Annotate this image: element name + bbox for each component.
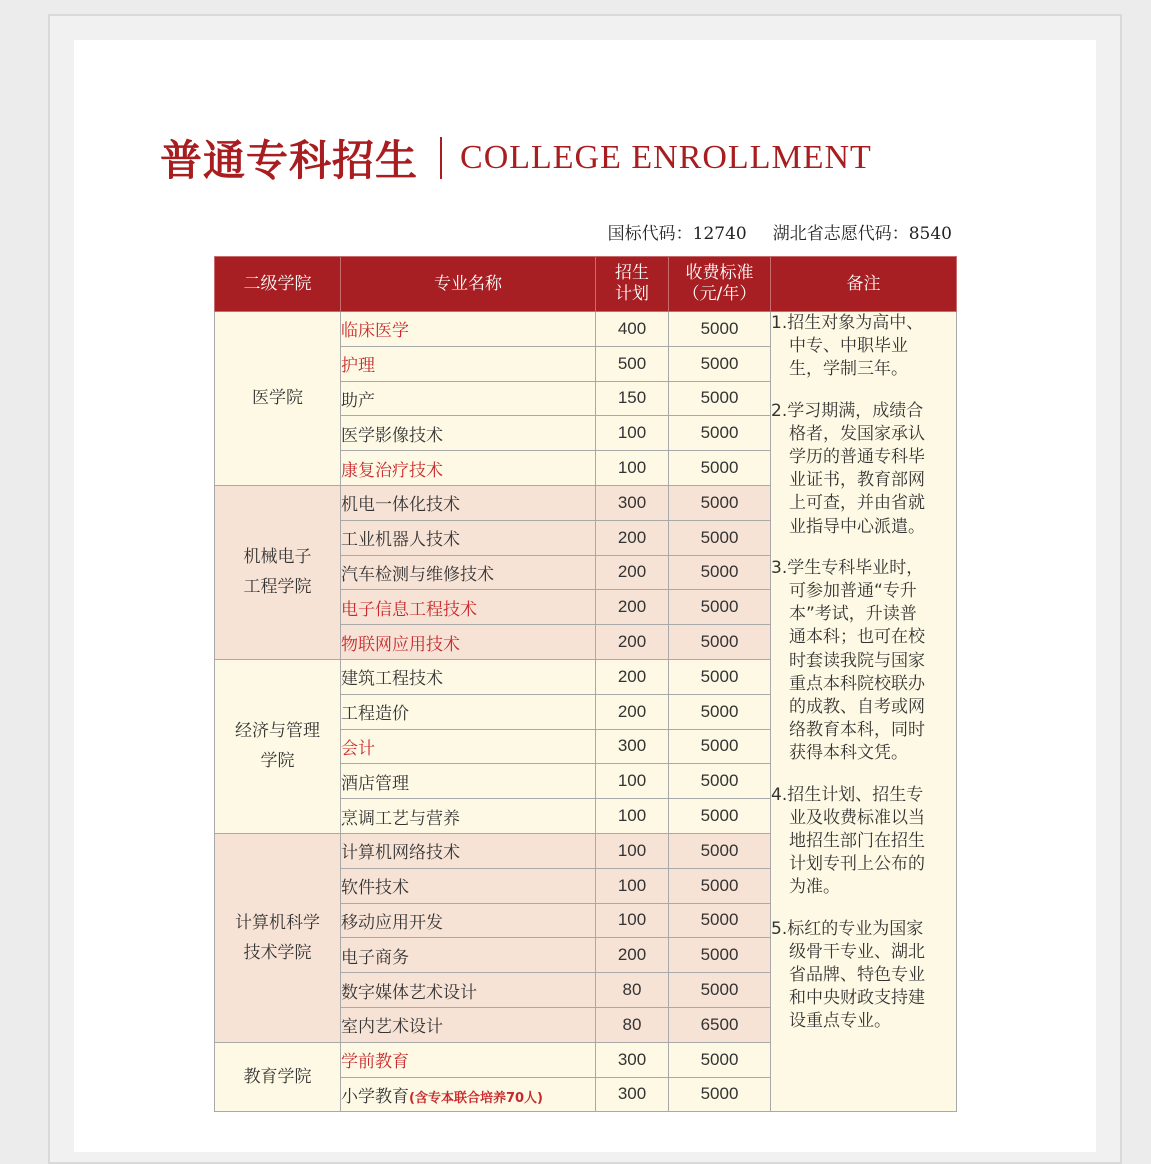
table-header-row <box>215 257 957 312</box>
page-title <box>160 128 872 188</box>
major-name: 临床医学 <box>341 321 409 342</box>
fee-cell: 5000 <box>669 451 771 486</box>
major-cell <box>341 381 596 416</box>
table-body <box>215 312 957 1112</box>
major-name: 烹调工艺与营养 <box>341 808 460 829</box>
remark-line: 和中央财政支持建 <box>789 988 925 1009</box>
header-fee-line: （元/年） <box>682 284 757 304</box>
remark-line: 业及收费标准以当 <box>789 807 925 828</box>
remark-line: 中专、中职毕业 <box>789 336 908 357</box>
fee-cell: 5000 <box>669 625 771 660</box>
plan-cell: 200 <box>596 659 669 694</box>
college-cell <box>215 312 341 486</box>
table-row <box>215 312 957 347</box>
remark-item <box>771 784 956 900</box>
remark-line: 本”考试，升读普 <box>789 604 917 625</box>
major-cell <box>341 973 596 1008</box>
major-cell <box>341 346 596 381</box>
remark-line: 上可查，并由省就 <box>789 493 925 514</box>
plan-cell: 300 <box>596 1077 669 1112</box>
header-remarks: 备注 <box>771 257 957 312</box>
college-name-line: 工程学院 <box>243 577 312 598</box>
provincial-code: 湖北省志愿代码：8540 <box>772 224 952 244</box>
remark-line: 计划专刊上公布的 <box>789 854 925 875</box>
college-name-line: 教育学院 <box>243 1067 312 1088</box>
header-major: 专业名称 <box>341 257 596 312</box>
plan-cell: 400 <box>596 312 669 347</box>
plan-cell: 150 <box>596 381 669 416</box>
major-cell <box>341 833 596 868</box>
header-fee <box>669 257 771 312</box>
major-name: 会计 <box>341 738 375 759</box>
major-note: (含专本联合培养70人) <box>409 1090 543 1106</box>
major-name: 机电一体化技术 <box>341 495 460 516</box>
remark-item <box>771 400 956 539</box>
remark-line: 设重点专业。 <box>789 1011 891 1032</box>
major-name: 软件技术 <box>341 878 409 899</box>
major-cell <box>341 451 596 486</box>
major-cell <box>341 555 596 590</box>
major-cell <box>341 764 596 799</box>
remark-line: 重点本科院校联办 <box>789 673 925 694</box>
major-cell <box>341 694 596 729</box>
major-cell <box>341 1007 596 1042</box>
major-name: 医学影像技术 <box>341 425 443 446</box>
plan-cell: 500 <box>596 346 669 381</box>
college-cell <box>215 1042 341 1112</box>
fee-cell: 5000 <box>669 868 771 903</box>
fee-cell: 5000 <box>669 381 771 416</box>
remark-line: 为准。 <box>789 877 840 898</box>
remark-line: 5.标红的专业为国家 <box>771 918 924 939</box>
remark-line: 4.招生计划、招生专 <box>771 784 924 805</box>
remark-line: 业指导中心派遣。 <box>789 516 925 537</box>
fee-cell: 5000 <box>669 590 771 625</box>
major-cell <box>341 312 596 347</box>
remark-line: 地招生部门在招生 <box>789 831 925 852</box>
plan-cell: 100 <box>596 451 669 486</box>
college-cell <box>215 485 341 659</box>
header-fee-line: 收费标准 <box>685 263 754 283</box>
plan-cell: 300 <box>596 729 669 764</box>
major-name: 酒店管理 <box>341 773 409 794</box>
fee-cell: 5000 <box>669 973 771 1008</box>
major-name: 电子信息工程技术 <box>341 599 477 620</box>
major-cell <box>341 625 596 660</box>
remark-line: 生，学制三年。 <box>789 359 908 380</box>
fee-cell: 5000 <box>669 729 771 764</box>
major-name: 助产 <box>341 390 375 411</box>
plan-cell: 300 <box>596 485 669 520</box>
fee-cell: 5000 <box>669 833 771 868</box>
major-name: 汽车检测与维修技术 <box>341 564 494 585</box>
fee-cell: 5000 <box>669 764 771 799</box>
plan-cell: 100 <box>596 868 669 903</box>
major-name: 护理 <box>341 356 375 377</box>
major-name: 康复治疗技术 <box>341 460 443 481</box>
remark-line: 的成教、自考或网 <box>789 697 925 718</box>
plan-cell: 200 <box>596 590 669 625</box>
major-name: 数字媒体艺术设计 <box>341 982 477 1003</box>
college-name-line: 医学院 <box>252 388 303 409</box>
remark-line: 1.招生对象为高中、 <box>771 313 924 333</box>
major-cell <box>341 659 596 694</box>
remark-line: 获得本科文凭。 <box>789 743 908 764</box>
enrollment-table <box>214 256 957 1112</box>
plan-cell: 100 <box>596 903 669 938</box>
major-cell <box>341 868 596 903</box>
major-cell <box>341 938 596 973</box>
remark-line: 络教育本科，同时 <box>789 720 925 741</box>
major-name: 物联网应用技术 <box>341 634 460 655</box>
major-cell <box>341 1077 596 1112</box>
major-name: 室内艺术设计 <box>341 1017 443 1038</box>
college-name-line: 计算机科学 <box>235 912 320 933</box>
fee-cell: 5000 <box>669 903 771 938</box>
header-plan-line: 计划 <box>615 284 649 304</box>
remarks-cell <box>771 312 957 1112</box>
plan-cell: 100 <box>596 764 669 799</box>
college-name-line: 技术学院 <box>243 942 312 963</box>
major-cell <box>341 729 596 764</box>
plan-cell: 200 <box>596 938 669 973</box>
major-name: 计算机网络技术 <box>341 843 460 864</box>
title-divider <box>440 137 442 179</box>
fee-cell: 5000 <box>669 694 771 729</box>
fee-cell: 5000 <box>669 416 771 451</box>
major-cell <box>341 485 596 520</box>
remark-line: 通本科；也可在校 <box>789 627 925 648</box>
fee-cell: 5000 <box>669 312 771 347</box>
fee-cell: 5000 <box>669 1077 771 1112</box>
plan-cell: 200 <box>596 625 669 660</box>
fee-cell: 5000 <box>669 938 771 973</box>
header-college: 二级学院 <box>215 257 341 312</box>
plan-cell: 200 <box>596 555 669 590</box>
fee-cell: 5000 <box>669 485 771 520</box>
plan-cell: 300 <box>596 1042 669 1077</box>
remark-line: 格者，发国家承认 <box>789 423 925 444</box>
fee-cell: 5000 <box>669 520 771 555</box>
college-cell <box>215 833 341 1042</box>
plan-cell: 200 <box>596 520 669 555</box>
plan-cell: 80 <box>596 973 669 1008</box>
fee-cell: 6500 <box>669 1007 771 1042</box>
plan-cell: 200 <box>596 694 669 729</box>
fee-cell: 5000 <box>669 346 771 381</box>
major-cell <box>341 416 596 451</box>
remark-line: 省品牌、特色专业 <box>789 965 925 986</box>
remark-line: 学历的普通专科毕 <box>789 447 925 468</box>
plan-cell: 100 <box>596 799 669 834</box>
major-cell <box>341 799 596 834</box>
major-name: 学前教育 <box>341 1052 409 1073</box>
major-cell <box>341 590 596 625</box>
college-name-line: 学院 <box>260 751 295 772</box>
major-name: 建筑工程技术 <box>341 669 443 690</box>
major-cell <box>341 520 596 555</box>
plan-cell: 100 <box>596 833 669 868</box>
plan-cell: 80 <box>596 1007 669 1042</box>
college-name-line: 机械电子 <box>243 547 312 568</box>
major-name: 工程造价 <box>341 704 409 725</box>
school-codes <box>600 219 952 244</box>
major-name: 小学教育 <box>341 1086 409 1107</box>
major-cell <box>341 1042 596 1077</box>
plan-cell: 100 <box>596 416 669 451</box>
fee-cell: 5000 <box>669 659 771 694</box>
fee-cell: 5000 <box>669 1042 771 1077</box>
remark-item <box>771 557 956 766</box>
fee-cell: 5000 <box>669 555 771 590</box>
major-name: 移动应用开发 <box>341 912 443 933</box>
title-chinese: 普通专科招生 <box>160 136 419 185</box>
header-plan <box>596 257 669 312</box>
fee-cell: 5000 <box>669 799 771 834</box>
national-code: 国标代码：12740 <box>607 224 747 244</box>
major-name: 电子商务 <box>341 947 409 968</box>
header-plan-line: 招生 <box>615 263 649 283</box>
remark-line: 业证书，教育部网 <box>789 470 925 491</box>
remark-line: 时套读我院与国家 <box>789 650 925 671</box>
college-cell <box>215 659 341 833</box>
remark-line: 3.学生专科毕业时， <box>771 557 924 578</box>
remark-line: 可参加普通“专升 <box>789 581 917 602</box>
remark-line: 级骨干专业、湖北 <box>789 941 925 962</box>
major-name: 工业机器人技术 <box>341 530 460 551</box>
college-name-line: 经济与管理 <box>235 721 320 742</box>
remark-line: 2.学习期满，成绩合 <box>771 400 924 421</box>
remark-item <box>771 312 956 382</box>
major-cell <box>341 903 596 938</box>
title-english: COLLEGE ENROLLMENT <box>460 139 872 176</box>
remark-item <box>771 918 956 1034</box>
